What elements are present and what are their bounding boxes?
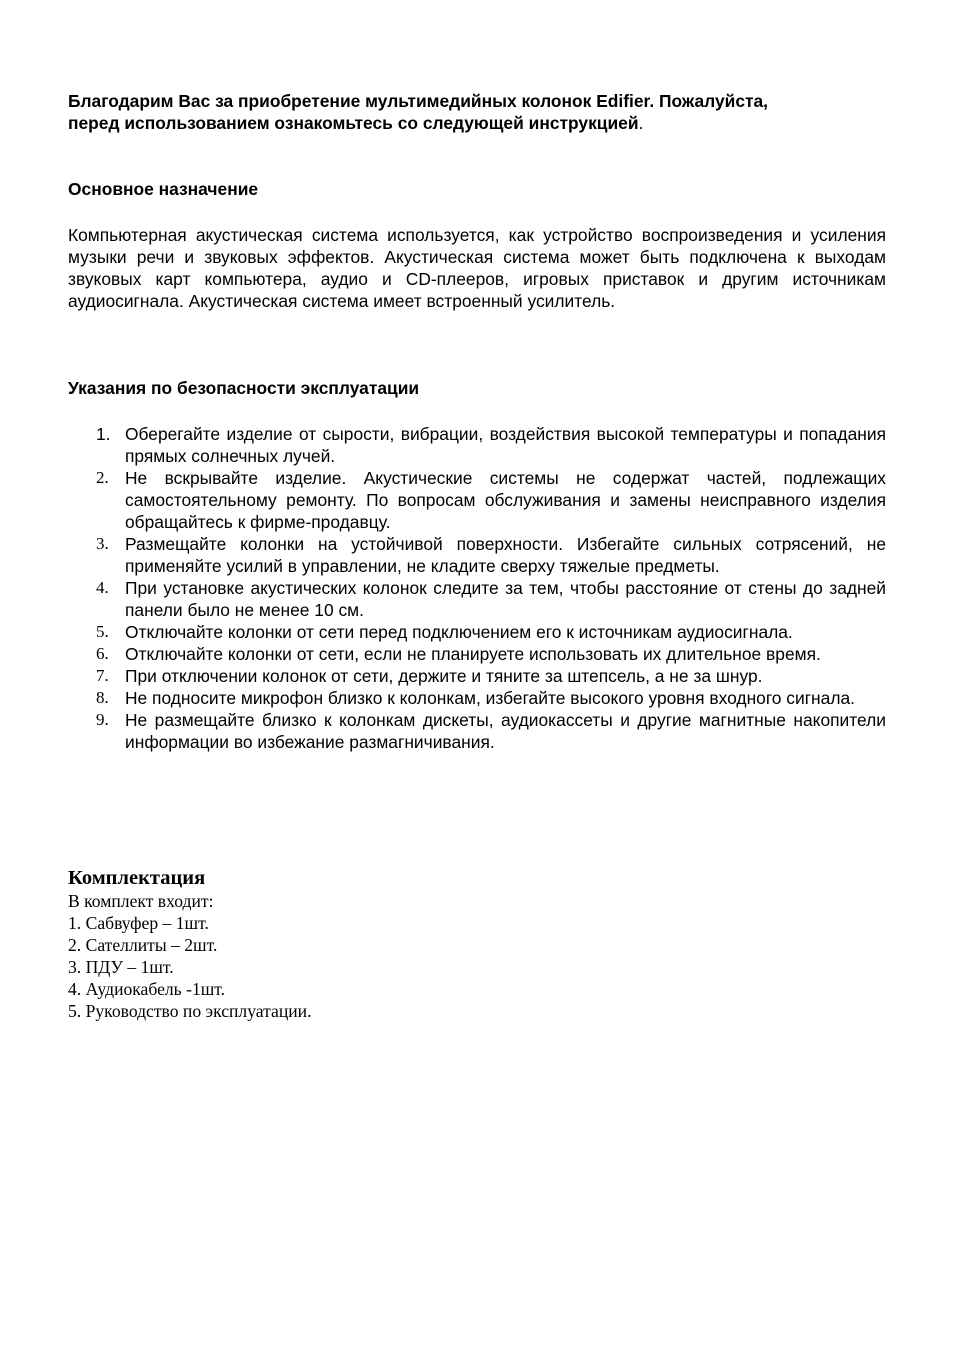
safety-item-text: При установке акустических колонок следите за тем, чтобы расстояние от стены до задней панели было не менее 10 см. bbox=[125, 578, 886, 620]
purpose-heading: Основное назначение bbox=[68, 179, 259, 199]
safety-heading: Указания по безопасности эксплуатации bbox=[68, 378, 420, 398]
safety-item-text: Не подносите микрофон близко к колонкам, избегайте высокого уровня входного сигнала. bbox=[125, 688, 855, 708]
intro-line-2-period: . bbox=[638, 113, 644, 133]
kit-list-item: 1. Сабвуфер – 1шт. bbox=[68, 913, 209, 933]
safety-list bbox=[68, 423, 886, 753]
kit-list-item: 3. ПДУ – 1шт. bbox=[68, 957, 174, 977]
safety-item-text: Не размещайте близко к колонкам дискеты, аудиокассеты и другие магнитные накопители информации во избежание размагничивания. bbox=[125, 710, 886, 752]
kit-list bbox=[68, 890, 312, 1022]
safety-item-number: 9. bbox=[96, 710, 109, 729]
safety-list-item bbox=[68, 533, 886, 577]
safety-item-text: Отключайте колонки от сети, если не планируете использовать их длительное время. bbox=[125, 644, 821, 664]
intro-line-2-text: перед использованием ознакомьтесь со следующей инструкцией bbox=[68, 113, 639, 133]
intro-line-1: Благодарим Вас за приобретение мультимедийных колонок Edifier. Пожалуйста, bbox=[68, 91, 769, 111]
safety-list-item bbox=[68, 687, 886, 709]
safety-item-text: Оберегайте изделие от сырости, вибрации, воздействия высокой температуры и попадания прямых солнечных лучей. bbox=[125, 424, 886, 466]
safety-item-text: Отключайте колонки от сети перед подключением его к источникам аудиосигнала. bbox=[125, 622, 793, 642]
safety-item-number: 3. bbox=[96, 534, 109, 553]
purpose-paragraph: Компьютерная акустическая система используется, как устройство воспроизведения и усиления музыки речи и звуковых эффектов. Акустическая система может быть подключена к выходам звуковых карт компьютера, аудио и CD-плееров, игровых приставок и другим источникам аудиосигнала. Акустическая система имеет встроенный усилитель. bbox=[68, 225, 886, 311]
safety-item-number: 5. bbox=[96, 622, 109, 641]
kit-heading: Комплектация bbox=[68, 867, 206, 889]
safety-item-number: 6. bbox=[96, 644, 109, 663]
safety-list-item bbox=[68, 709, 886, 753]
safety-list-item bbox=[68, 643, 886, 665]
safety-item-text: При отключении колонок от сети, держите и тяните за штепсель, а не за шнур. bbox=[125, 666, 763, 686]
safety-list-item bbox=[68, 665, 886, 687]
safety-item-number: 8. bbox=[96, 688, 109, 707]
safety-item-text: Не вскрывайте изделие. Акустические системы не содержат частей, подлежащих самостоятельному ремонту. По вопросам обслуживания и замены неисправного изделия обращайтесь к фирме-продавцу. bbox=[125, 468, 886, 532]
kit-intro: В комплект входит: bbox=[68, 891, 214, 911]
safety-item-number: 4. bbox=[96, 578, 109, 597]
safety-item-number: 2. bbox=[96, 468, 109, 487]
safety-item-number: 7. bbox=[96, 666, 109, 685]
safety-list-item bbox=[68, 423, 886, 467]
safety-list-item bbox=[68, 621, 886, 643]
kit-list-item: 2. Сателлиты – 2шт. bbox=[68, 935, 218, 955]
kit-list-item: 4. Аудиокабель -1шт. bbox=[68, 979, 226, 999]
safety-item-number: 1. bbox=[96, 424, 111, 444]
kit-list-item: 5. Руководство по эксплуатации. bbox=[68, 1001, 312, 1021]
safety-list-item bbox=[68, 467, 886, 533]
safety-list-item bbox=[68, 577, 886, 621]
safety-item-text: Размещайте колонки на устойчивой поверхности. Избегайте сильных сотрясений, не применяйте усилий в управлении, не кладите сверху тяжелые предметы. bbox=[125, 534, 886, 576]
intro-line-2 bbox=[68, 112, 888, 134]
intro-paragraph bbox=[68, 90, 888, 134]
